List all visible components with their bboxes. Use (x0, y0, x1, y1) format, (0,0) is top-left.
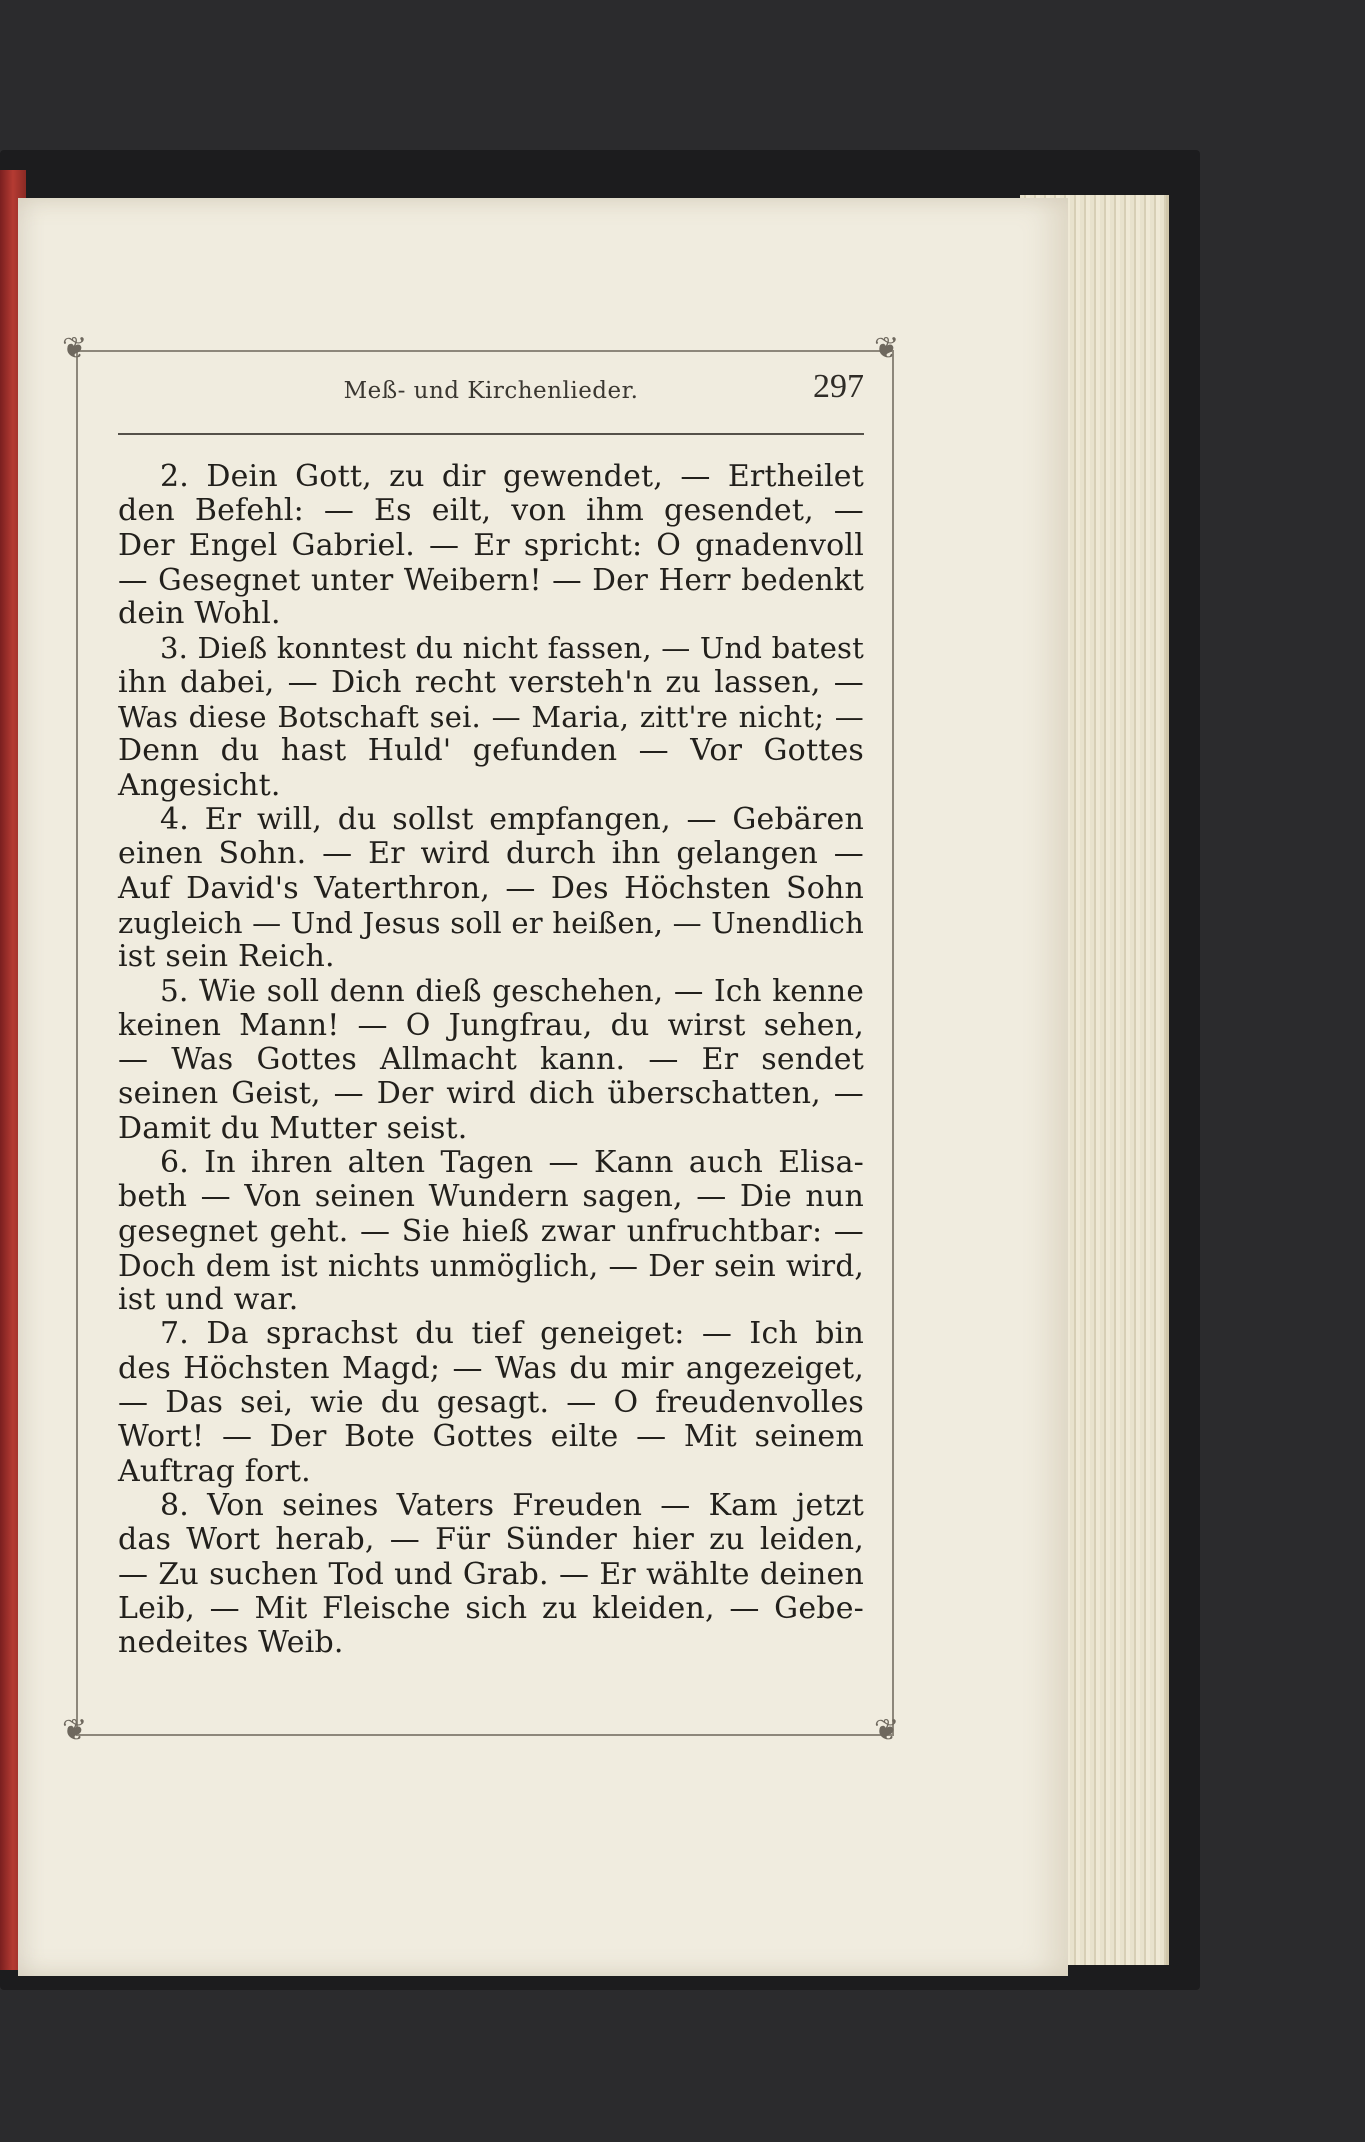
text-line: Damit du Mutter seist. (118, 1110, 468, 1146)
text-line: Der Engel Gabriel. — Er spricht: O gnadenvoll (118, 527, 864, 563)
text-line: 7. Da sprachst du tief geneiget: — Ich bin (160, 1316, 864, 1352)
text-line: nedeites Weib. (118, 1625, 344, 1661)
text-line: Angesicht. (118, 767, 281, 803)
text-line: Leib, — Mit Fleische sich zu kleiden, — Gebe- (118, 1590, 864, 1626)
text-line: gesegnet geht. — Sie hieß zwar unfruchtbar: — (118, 1213, 864, 1249)
corner-ornament-icon: ❦ (874, 331, 900, 366)
text-line: ist sein Reich. (118, 939, 335, 975)
text-line: Auf David's Vaterthron, — Des Höchsten Sohn (118, 870, 864, 906)
text-line: Doch dem ist nichts unmöglich, — Der sein wird, (118, 1248, 864, 1283)
text-line: Was diese Botschaft sei. — Maria, zitt're nicht; — (118, 700, 864, 735)
text-line: — Zu suchen Tod und Grab. — Er wählte deinen (118, 1556, 864, 1592)
corner-ornament-icon: ❦ (62, 1713, 88, 1748)
running-head (118, 366, 864, 416)
running-title: Meß- und Kirchenlieder. (343, 378, 639, 404)
hymn-text (118, 460, 864, 1660)
text-line: dein Wohl. (118, 596, 281, 632)
text-line: seinen Geist, — Der wird dich überschatten, — (118, 1076, 864, 1112)
text-line: 4. Er will, du sollst empfangen, — Gebären (160, 801, 864, 837)
text-line: 8. Von seines Vaters Freuden — Kam jetzt (160, 1487, 864, 1523)
text-line: des Höchsten Magd; — Was du mir angezeiget, (118, 1350, 864, 1386)
text-line: das Wort herab, — Für Sünder hier zu leiden, (118, 1522, 864, 1558)
text-line: zugleich — Und Jesus soll er heißen, — Unendlich (118, 905, 864, 940)
text-line: Denn du hast Huld' gefunden — Vor Gottes (118, 733, 864, 769)
book-page (18, 198, 1068, 1976)
text-line: beth — Von seinen Wundern sagen, — Die nun (118, 1179, 864, 1215)
text-line: 6. In ihren alten Tagen — Kann auch Elisa- (160, 1144, 864, 1180)
text-line: 3. Dieß konntest du nicht fassen, — Und batest (160, 631, 864, 666)
text-line: — Das sei, wie du gesagt. — O freudenvolles (118, 1385, 864, 1421)
text-line: — Was Gottes Allmacht kann. — Er sendet (118, 1042, 864, 1078)
text-line: den Befehl: — Es eilt, von ihm gesendet, — (118, 493, 864, 529)
page-number: 297 (813, 368, 864, 405)
corner-ornament-icon: ❦ (874, 1713, 900, 1748)
text-line: ist und war. (118, 1282, 299, 1318)
text-line: Auftrag fort. (118, 1453, 311, 1489)
text-line: keinen Mann! — O Jungfrau, du wirst sehen, (118, 1007, 864, 1043)
text-line: einen Sohn. — Er wird durch ihn gelangen — (118, 836, 864, 872)
text-line: 2. Dein Gott, zu dir gewendet, — Ertheilet (160, 459, 864, 494)
text-line: 5. Wie soll denn dieß geschehen, — Ich kenne (160, 974, 864, 1009)
text-line: ihn dabei, — Dich recht versteh'n zu lassen, — (118, 664, 864, 700)
header-rule (118, 433, 864, 435)
corner-ornament-icon: ❦ (62, 331, 88, 366)
text-line: Wort! — Der Bote Gottes eilte — Mit seinem (118, 1419, 864, 1455)
text-line: — Gesegnet unter Weibern! — Der Herr bedenkt (118, 562, 864, 597)
